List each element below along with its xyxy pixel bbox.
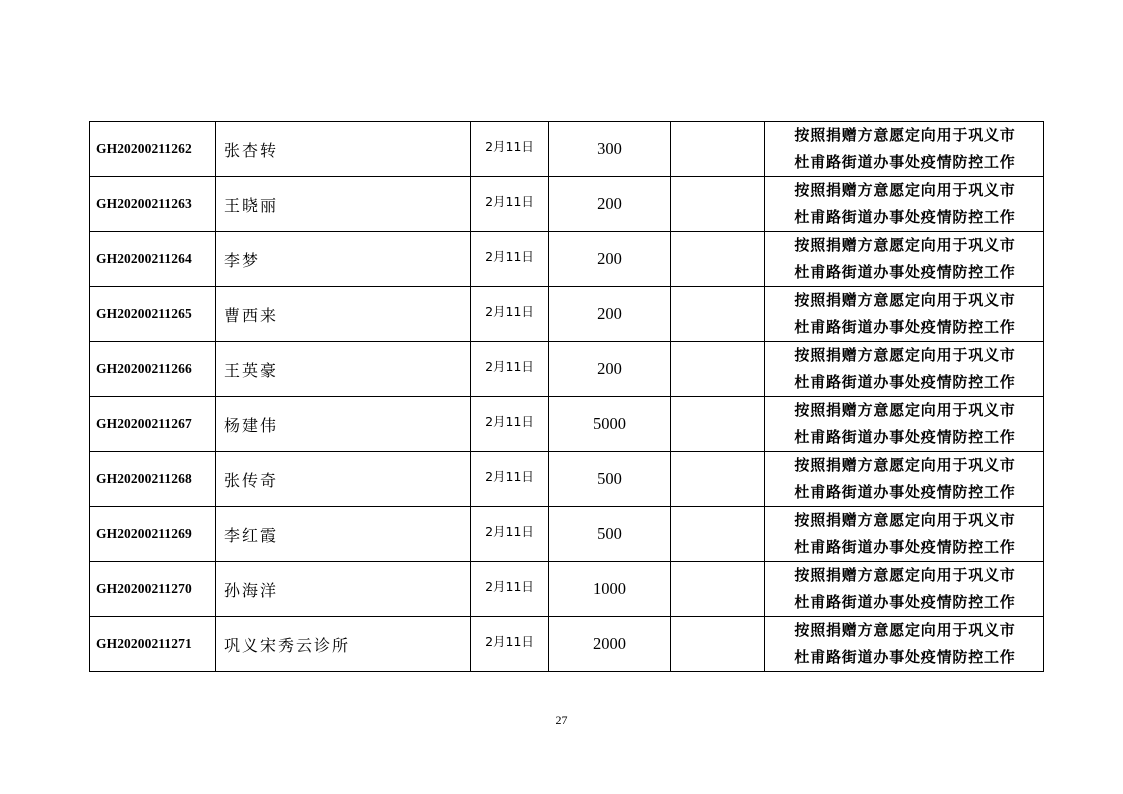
- table-row: [90, 342, 1044, 397]
- empty-cell: [671, 177, 765, 232]
- donor-name-cell: 杨建伟: [216, 397, 471, 452]
- donation-amount-cell: 200: [549, 342, 671, 397]
- purpose-line: 按照捐赠方意愿定向用于巩义市: [794, 181, 1016, 199]
- donation-records-table: [89, 121, 1044, 672]
- donation-id-cell: GH20200211269: [90, 507, 216, 562]
- table-row: [90, 617, 1044, 672]
- donation-id-cell: GH20200211263: [90, 177, 216, 232]
- purpose-line: 杜甫路街道办事处疫情防控工作: [794, 538, 1016, 556]
- donation-date-text: 2月11日: [485, 634, 534, 649]
- donation-amount-cell: 1000: [549, 562, 671, 617]
- purpose-line: 杜甫路街道办事处疫情防控工作: [794, 593, 1016, 611]
- purpose-line: 按照捐赠方意愿定向用于巩义市: [794, 621, 1016, 639]
- donation-date-cell: [471, 397, 549, 452]
- purpose-line: 按照捐赠方意愿定向用于巩义市: [794, 291, 1016, 309]
- purpose-line: 杜甫路街道办事处疫情防控工作: [794, 263, 1016, 281]
- donation-id-cell: GH20200211262: [90, 122, 216, 177]
- empty-cell: [671, 397, 765, 452]
- purpose-line: 杜甫路街道办事处疫情防控工作: [794, 373, 1016, 391]
- donation-date-cell: [471, 122, 549, 177]
- table-row: [90, 562, 1044, 617]
- purpose-line: 杜甫路街道办事处疫情防控工作: [794, 208, 1016, 226]
- table-row: [90, 452, 1044, 507]
- donation-id-cell: GH20200211270: [90, 562, 216, 617]
- purpose-line: 杜甫路街道办事处疫情防控工作: [794, 153, 1016, 171]
- donation-date-cell: [471, 177, 549, 232]
- donation-id-cell: GH20200211271: [90, 617, 216, 672]
- donation-date-cell: [471, 452, 549, 507]
- donation-id-cell: GH20200211267: [90, 397, 216, 452]
- donation-purpose-cell: [765, 397, 1044, 452]
- donation-amount-cell: 200: [549, 177, 671, 232]
- empty-cell: [671, 617, 765, 672]
- donor-name-cell: 李梦: [216, 232, 471, 287]
- donation-purpose-cell: [765, 122, 1044, 177]
- donor-name-cell: 巩义宋秀云诊所: [216, 617, 471, 672]
- donation-amount-cell: 300: [549, 122, 671, 177]
- donation-purpose-cell: [765, 232, 1044, 287]
- donation-date-cell: [471, 232, 549, 287]
- donation-date-text: 2月11日: [485, 524, 534, 539]
- table-row: [90, 397, 1044, 452]
- table-row: [90, 507, 1044, 562]
- donation-date-text: 2月11日: [485, 194, 534, 209]
- donation-records-body: [90, 122, 1044, 672]
- purpose-line: 按照捐赠方意愿定向用于巩义市: [794, 126, 1016, 144]
- purpose-line: 按照捐赠方意愿定向用于巩义市: [794, 456, 1016, 474]
- donation-id-cell: GH20200211264: [90, 232, 216, 287]
- table-row: [90, 232, 1044, 287]
- purpose-line: 杜甫路街道办事处疫情防控工作: [794, 428, 1016, 446]
- empty-cell: [671, 507, 765, 562]
- purpose-line: 杜甫路街道办事处疫情防控工作: [794, 318, 1016, 336]
- table-row: [90, 177, 1044, 232]
- donation-date-cell: [471, 617, 549, 672]
- donation-purpose-cell: [765, 617, 1044, 672]
- empty-cell: [671, 287, 765, 342]
- donation-purpose-cell: [765, 507, 1044, 562]
- empty-cell: [671, 122, 765, 177]
- empty-cell: [671, 562, 765, 617]
- donation-date-cell: [471, 562, 549, 617]
- donation-amount-cell: 500: [549, 452, 671, 507]
- donation-date-text: 2月11日: [485, 139, 534, 154]
- donation-amount-cell: 500: [549, 507, 671, 562]
- donation-amount-cell: 200: [549, 232, 671, 287]
- donation-purpose-cell: [765, 342, 1044, 397]
- donor-name-cell: 张杏转: [216, 122, 471, 177]
- donation-id-cell: GH20200211266: [90, 342, 216, 397]
- donation-date-text: 2月11日: [485, 579, 534, 594]
- donation-id-cell: GH20200211268: [90, 452, 216, 507]
- purpose-line: 按照捐赠方意愿定向用于巩义市: [794, 566, 1016, 584]
- donation-date-cell: [471, 342, 549, 397]
- donation-amount-cell: 5000: [549, 397, 671, 452]
- purpose-line: 按照捐赠方意愿定向用于巩义市: [794, 236, 1016, 254]
- donation-amount-cell: 2000: [549, 617, 671, 672]
- donor-name-cell: 张传奇: [216, 452, 471, 507]
- empty-cell: [671, 342, 765, 397]
- donation-date-cell: [471, 507, 549, 562]
- purpose-line: 按照捐赠方意愿定向用于巩义市: [794, 401, 1016, 419]
- page-number: 27: [555, 713, 568, 727]
- donation-purpose-cell: [765, 562, 1044, 617]
- purpose-line: 按照捐赠方意愿定向用于巩义市: [794, 346, 1016, 364]
- donor-name-cell: 王晓丽: [216, 177, 471, 232]
- empty-cell: [671, 232, 765, 287]
- donation-purpose-cell: [765, 287, 1044, 342]
- donor-name-cell: 孙海洋: [216, 562, 471, 617]
- purpose-line: 杜甫路街道办事处疫情防控工作: [794, 648, 1016, 666]
- donation-id-cell: GH20200211265: [90, 287, 216, 342]
- table-row: [90, 122, 1044, 177]
- donation-purpose-cell: [765, 177, 1044, 232]
- donation-date-text: 2月11日: [485, 469, 534, 484]
- donor-name-cell: 曹西来: [216, 287, 471, 342]
- donation-purpose-cell: [765, 452, 1044, 507]
- table-row: [90, 287, 1044, 342]
- donation-date-cell: [471, 287, 549, 342]
- donation-amount-cell: 200: [549, 287, 671, 342]
- purpose-line: 杜甫路街道办事处疫情防控工作: [794, 483, 1016, 501]
- donation-date-text: 2月11日: [485, 249, 534, 264]
- donation-date-text: 2月11日: [485, 304, 534, 319]
- donor-name-cell: 王英豪: [216, 342, 471, 397]
- purpose-line: 按照捐赠方意愿定向用于巩义市: [794, 511, 1016, 529]
- donation-date-text: 2月11日: [485, 359, 534, 374]
- donation-date-text: 2月11日: [485, 414, 534, 429]
- empty-cell: [671, 452, 765, 507]
- donor-name-cell: 李红霞: [216, 507, 471, 562]
